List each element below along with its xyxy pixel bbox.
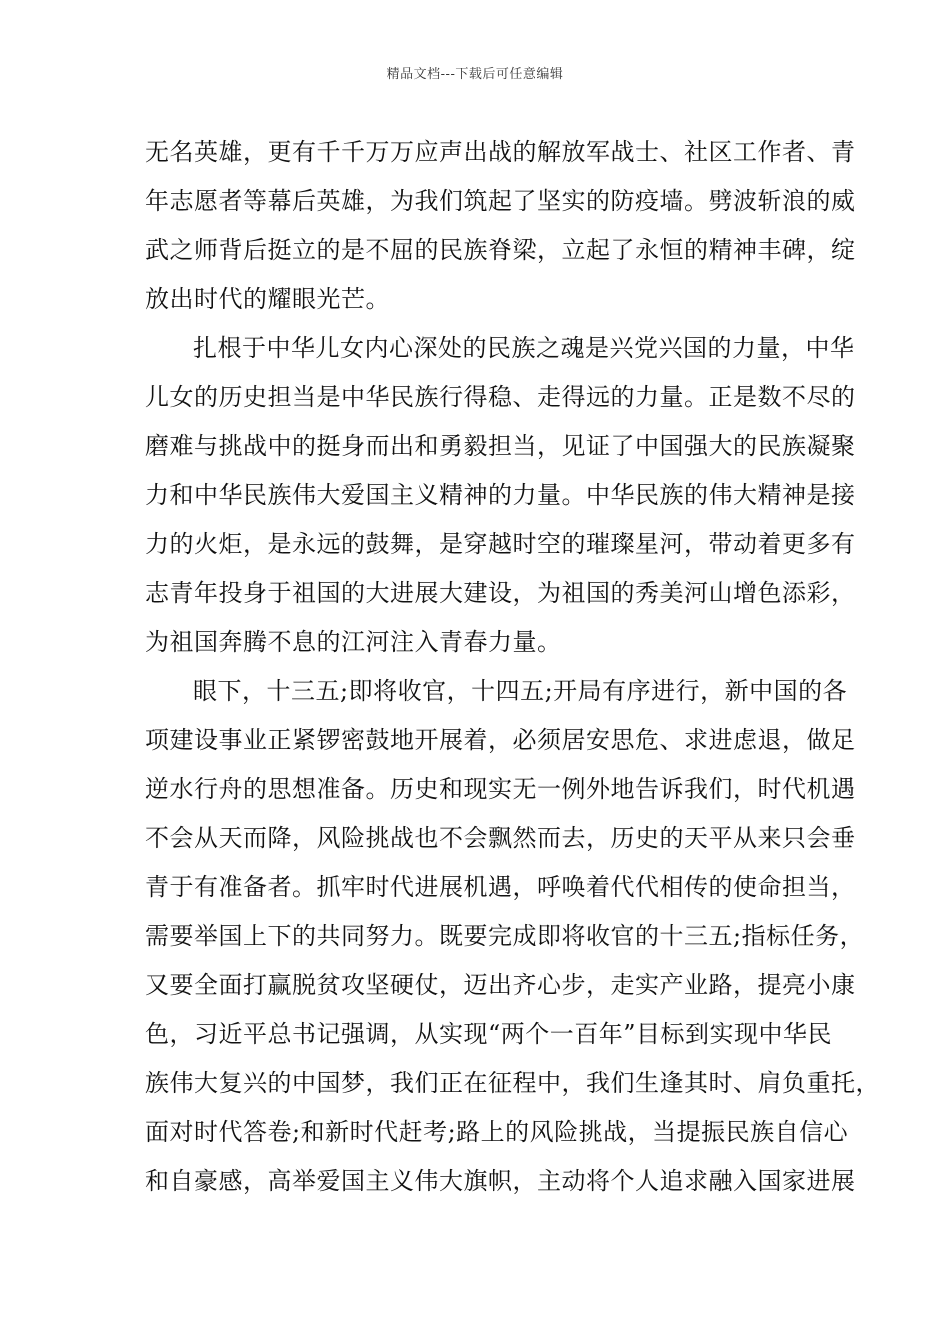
paragraph — [145, 324, 856, 667]
text-line: 放出时代的耀眼光芒。 — [145, 285, 390, 313]
text-line: 为祖国奔腾不息的江河注入青春力量。 — [145, 628, 562, 656]
text-line: 逆水行舟的思想准备。历史和现实无一例外地告诉我们，时代机遇 — [145, 775, 856, 803]
text-line: 武之师背后挺立的是不屈的民族脊梁，立起了永恒的精神丰碑，绽 — [145, 236, 856, 264]
text-line: 力的火炬，是永远的鼓舞，是穿越时空的璀璨星河，带动着更多有 — [145, 530, 856, 558]
text-line: 又要全面打赢脱贫攻坚硬仗，迈出齐心步，走实产业路，提亮小康 — [145, 971, 856, 999]
text-line: 扎根于中华儿女内心深处的民族之魂是兴党兴国的力量，中华 — [193, 334, 855, 362]
text-line: 磨难与挑战中的挺身而出和勇毅担当，见证了中国强大的民族凝聚 — [145, 432, 856, 460]
paragraph — [145, 128, 856, 324]
text-line: 面对时代答卷;和新时代赶考;路上的风险挑战，当提振民族自信心 — [145, 1118, 849, 1146]
text-line: 年志愿者等幕后英雄，为我们筑起了坚实的防疫墙。劈波斩浪的威 — [145, 187, 856, 215]
text-line: 无名英雄，更有千千万万应声出战的解放军战士、社区工作者、青 — [145, 138, 856, 166]
text-line: 力和中华民族伟大爱国主义精神的力量。中华民族的伟大精神是接 — [145, 481, 856, 509]
paragraph — [145, 667, 880, 1206]
document-body — [145, 128, 880, 1206]
text-line: 眼下，十三五;即将收官，十四五;开局有序进行，新中国的各 — [193, 677, 848, 705]
text-line: 需要举国上下的共同努力。既要完成即将收官的十三五;指标任务， — [145, 922, 865, 950]
text-line: 族伟大复兴的中国梦，我们正在征程中，我们生逢其时、肩负重托， — [145, 1069, 880, 1097]
text-line: 志青年投身于祖国的大进展大建设，为祖国的秀美河山增色添彩， — [145, 579, 856, 607]
text-line: 色，习近平总书记强调，从实现“两个一百年”目标到实现中华民 — [145, 1020, 833, 1048]
text-line: 青于有准备者。抓牢时代进展机遇，呼唤着代代相传的使命担当， — [145, 873, 856, 901]
text-line: 项建设事业正紧锣密鼓地开展着，必须居安思危、求进虑退，做足 — [145, 726, 856, 754]
page-header: 精品文档---下载后可任意编辑 — [386, 67, 564, 82]
text-line: 和自豪感，高举爱国主义伟大旗帜，主动将个人追求融入国家进展 — [145, 1167, 856, 1195]
text-line: 儿女的历史担当是中华民族行得稳、走得远的力量。正是数不尽的 — [145, 383, 856, 411]
text-line: 不会从天而降，风险挑战也不会飘然而去，历史的天平从来只会垂 — [145, 824, 856, 852]
